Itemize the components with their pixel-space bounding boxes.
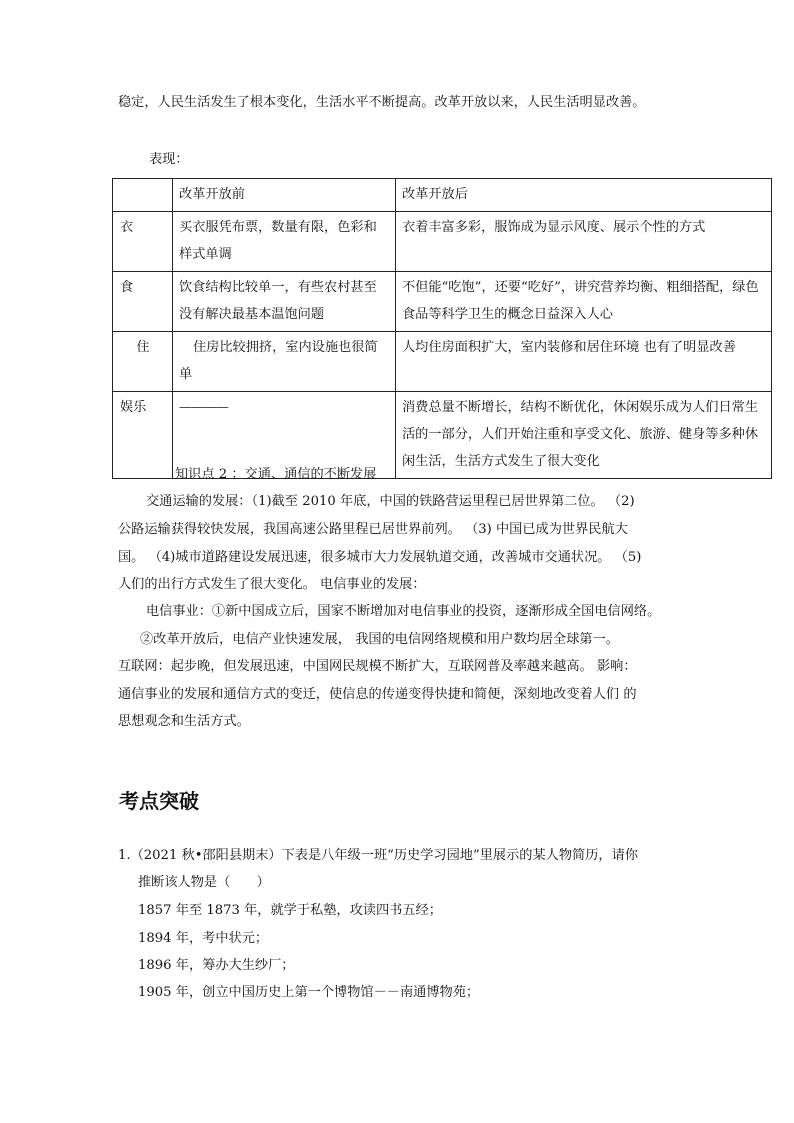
table-row-category: 食 — [113, 272, 173, 332]
paragraph-line: 通信事业的发展和通信方式的变迁，使信息的传递变得快捷和简便，深刻地改变着人们 的 — [118, 687, 637, 702]
question-item: 1857 年至 1873 年，就学于私塾，攻读四书五经； — [138, 903, 442, 918]
table-cell-before: ———— — [173, 392, 396, 479]
paragraph-line: 思想观念和生活方式。 — [118, 714, 250, 729]
paragraph-line: 电信事业：①新中国成立后，国家不断增加对电信事业的投资，逐渐形成全国电信网络。 — [146, 604, 661, 619]
section-title: 考点突破 — [119, 789, 199, 813]
paragraph-line: 国。 （4)城市道路建设发展迅速，很多城市大力发展轨道交通，改善城市交通状况。 （5) — [118, 550, 642, 565]
table-row — [113, 272, 772, 332]
table-cell-after: 衣着丰富多彩，服饰成为显示风度、展示个性的方式 — [396, 212, 772, 272]
comparison-table — [112, 178, 772, 479]
question-line: 1.（2021 秋•邵阳县期末）下表是八年级一班“历史学习园地”里展示的某人物简历，请你 — [118, 848, 638, 863]
paragraph-line: ②改革开放后，电信产业快速发展， 我国的电信网络规模和用户数均居全球第一。 — [140, 632, 619, 647]
table-cell-before: 住房比较拥挤，室内设施也很简单 — [173, 332, 396, 392]
table-row — [113, 212, 772, 272]
table-cell-before: 买衣服凭布票，数量有限，色彩和样式单调 — [173, 212, 396, 272]
question-item: 1894 年，考中状元； — [138, 931, 269, 946]
paragraph-line: 人们的出行方式发生了很大变化。 电信事业的发展： — [118, 577, 426, 592]
table-cell-after: 消费总量不断增长，结构不断优化，休闲娱乐成为人们日常生活的一部分，人们开始注重和享受文化、旅游、健身等多种休闲生活，生活方式发生了很大变化 — [396, 392, 772, 479]
question-item: 1905 年，创立中国历史上第一个博物馆－－南通博物苑； — [138, 985, 480, 1000]
table-header-row — [113, 179, 772, 212]
table-header-cell — [113, 179, 173, 212]
question-prompt: 推断该人物是（ ） — [138, 875, 270, 890]
intro-line: 稳定，人民生活发生了根本变化，生活水平不断提高。改革开放以来，人民生活明显改善。 — [118, 95, 646, 110]
table-cell-after: 不但能“吃饱”，还要“吃好”，讲究营养均衡、粗细搭配，绿色食品等科学卫生的概念日益深入人心 — [396, 272, 772, 332]
table-row — [113, 332, 772, 392]
table-label: 表现： — [149, 152, 189, 167]
paragraph-line: 互联网：起步晚，但发展迅速，中国网民规模不断扩大，互联网普及率越来越高。 影响： — [118, 659, 637, 674]
table-cell-before: 饮食结构比较单一，有些农村甚至没有解决最基本温饱问题 — [173, 272, 396, 332]
table-header-cell: 改革开放后 — [396, 179, 772, 212]
paragraph-line: 交通运输的发展：（1)截至 2010 年底，中国的铁路营运里程已居世界第二位。 （2) — [146, 494, 635, 509]
question-item: 1896 年，筹办大生纱厂； — [138, 958, 295, 973]
table-header-cell: 改革开放前 — [173, 179, 396, 212]
paragraph-line: 公路运输获得较快发展，我国高速公路里程已居世界前列。 （3) 中国已成为世界民航大 — [118, 522, 628, 537]
table-row-category: 娱乐 — [113, 392, 173, 479]
table-row-category: 衣 — [113, 212, 173, 272]
table-row-category: 住 — [113, 332, 173, 392]
knowledge-point-heading: 知识点 2 ：交通、通信的不断发展 — [175, 467, 377, 482]
table-cell-after: 人均住房面积扩大，室内装修和居住环境 也有了明显改善 — [396, 332, 772, 392]
